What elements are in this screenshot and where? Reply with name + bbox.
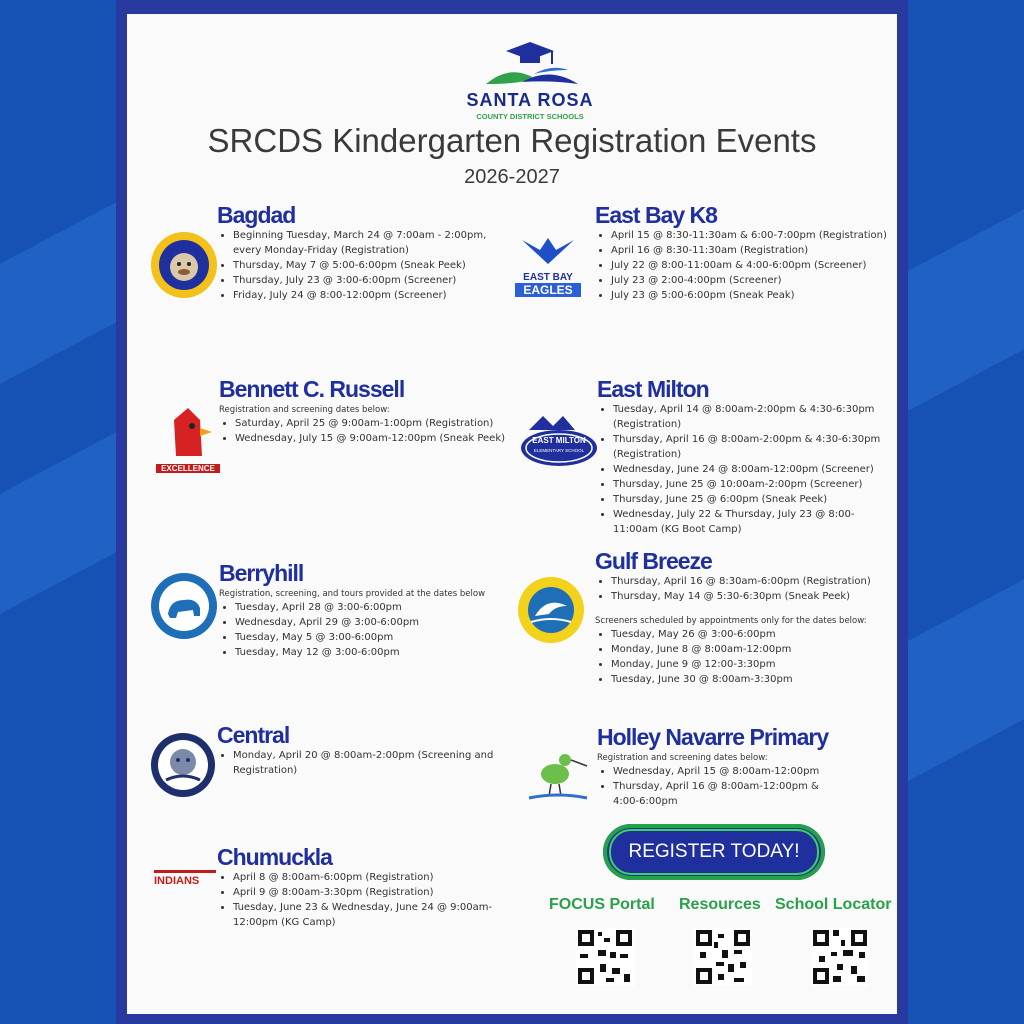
district-subtitle: COUNTY DISTRICT SCHOOLS xyxy=(476,112,584,121)
event-list xyxy=(597,764,833,809)
event-item: • Tuesday, May 26 @ 3:00-6:00pm xyxy=(611,627,895,642)
school-note: Registration and screening dates below: xyxy=(219,405,390,415)
focus-portal-qr-code[interactable] xyxy=(576,928,634,986)
event-list xyxy=(217,870,522,930)
school-locator-link[interactable]: School Locator xyxy=(775,896,892,913)
school-name: Bagdad xyxy=(217,202,296,228)
event-item: • April 16 @ 8:30-11:30am (Registration) xyxy=(611,243,895,258)
event-item: • Saturday, April 25 @ 9:00am-1:00pm (Registration) xyxy=(235,416,529,431)
chumuckla-badge-text: INDIANS xyxy=(154,870,216,887)
event-item: • Tuesday, June 30 @ 8:00am-3:30pm xyxy=(611,672,895,687)
event-item: • April 9 @ 8:00am-3:30pm (Registration) xyxy=(233,885,522,900)
event-list xyxy=(217,748,517,778)
bear-icon xyxy=(150,572,218,640)
gulf-breeze-badge xyxy=(517,576,585,648)
event-item: • Tuesday, April 14 @ 8:00am-2:00pm & 4:30-6:30pm (Registration) xyxy=(613,402,897,432)
event-item: • Monday, April 20 @ 8:00am-2:00pm (Screening and Registration) xyxy=(233,748,517,778)
background-stripe xyxy=(0,425,130,635)
school-note: Registration and screening dates below: xyxy=(597,753,768,763)
school-note: Screeners scheduled by appointments only for the dates below: xyxy=(595,616,867,626)
school-year: 2026-2027 xyxy=(464,166,560,188)
jaguar-icon xyxy=(150,732,216,798)
school-holley-navarre xyxy=(597,724,897,809)
focus-portal-link[interactable]: FOCUS Portal xyxy=(549,896,655,913)
graduation-cap-icon xyxy=(460,38,600,90)
east-bay-badge-line2: EAGLES xyxy=(515,283,581,297)
bird-icon xyxy=(525,744,591,804)
event-item: • Wednesday, July 15 @ 9:00am-12:00pm (Sneak Peek) xyxy=(235,431,529,446)
chumuckla-badge xyxy=(154,870,216,887)
school-name: Berryhill xyxy=(219,560,304,586)
event-item: • Tuesday, May 5 @ 3:00-6:00pm xyxy=(235,630,519,645)
event-item: • April 8 @ 8:00am-6:00pm (Registration) xyxy=(233,870,522,885)
event-item: • Monday, June 8 @ 8:00am-12:00pm xyxy=(611,642,895,657)
dolphin-icon xyxy=(517,576,585,644)
district-name: SANTA ROSA xyxy=(466,90,594,110)
east-milton-badge-line1: EAST MILTON xyxy=(532,436,586,445)
register-today-label: REGISTER TODAY! xyxy=(609,829,819,875)
event-item: • Thursday, May 14 @ 5:30-6:30pm (Sneak Peek) xyxy=(611,589,895,604)
school-bennett-russell xyxy=(219,376,529,446)
school-name: Chumuckla xyxy=(217,844,332,870)
east-milton-badge xyxy=(519,412,599,474)
school-chumuckla xyxy=(217,844,522,930)
event-item: • Thursday, June 25 @ 6:00pm (Sneak Peek) xyxy=(613,492,897,507)
east-bay-badge xyxy=(515,236,581,297)
event-item: • Wednesday, April 15 @ 8:00am-12:00pm xyxy=(613,764,833,779)
event-item: • Tuesday, May 12 @ 3:00-6:00pm xyxy=(235,645,519,660)
school-name: Bennett C. Russell xyxy=(219,376,405,402)
event-item: • Tuesday, June 23 & Wednesday, June 24 @ 9:00am-12:00pm (KG Camp) xyxy=(233,900,522,930)
bagdad-badge xyxy=(150,231,218,303)
event-list xyxy=(597,402,897,537)
school-name: East Bay K8 xyxy=(595,202,717,228)
register-today-button[interactable] xyxy=(603,824,825,880)
school-berryhill xyxy=(219,560,519,660)
event-item: • Thursday, July 23 @ 3:00-6:00pm (Screener) xyxy=(233,273,517,288)
event-item: • July 23 @ 5:00-6:00pm (Sneak Peak) xyxy=(611,288,895,303)
school-name: Central xyxy=(217,722,290,748)
flyer-sheet xyxy=(127,14,897,1014)
school-east-bay xyxy=(595,202,895,303)
event-item: • Tuesday, April 28 @ 3:00-6:00pm xyxy=(235,600,519,615)
resources-link[interactable]: Resources xyxy=(679,896,761,913)
background-stripe xyxy=(900,555,1024,785)
background-stripe xyxy=(900,185,1024,415)
background-stripe xyxy=(0,195,130,405)
holley-navarre-badge xyxy=(525,744,591,808)
central-badge xyxy=(150,732,216,802)
berryhill-badge xyxy=(150,572,218,644)
district-logo xyxy=(460,38,600,122)
school-locator-qr-code[interactable] xyxy=(811,928,869,986)
event-item: • Beginning Tuesday, March 24 @ 7:00am - 2:00pm, every Monday-Friday (Registration) xyxy=(233,228,517,258)
school-east-milton xyxy=(597,376,897,537)
school-note: Registration, screening, and tours provided at the dates below xyxy=(219,589,486,599)
event-item: • Wednesday, July 22 & Thursday, July 23 @ 8:00-11:00am (KG Boot Camp) xyxy=(613,507,897,537)
bennett-badge-text: EXCELLENCE xyxy=(156,464,220,473)
school-central xyxy=(217,722,517,778)
east-bay-badge-line1: EAST BAY xyxy=(523,272,573,283)
eagle-icon xyxy=(518,236,578,268)
event-item: • Friday, July 24 @ 8:00-12:00pm (Screener) xyxy=(233,288,517,303)
event-item: • Wednesday, June 24 @ 8:00am-12:00pm (Screener) xyxy=(613,462,897,477)
event-list xyxy=(595,228,895,303)
event-item: • Thursday, April 16 @ 8:00am-12:00pm & 4:00-6:00pm xyxy=(613,779,833,809)
cardinal-icon xyxy=(156,406,220,460)
resources-qr-code[interactable] xyxy=(694,928,752,986)
school-name: Holley Navarre Primary xyxy=(597,724,829,750)
event-list xyxy=(219,600,519,660)
school-gulf-breeze xyxy=(595,548,895,687)
event-item: • April 15 @ 8:30-11:30am & 6:00-7:00pm (Registration) xyxy=(611,228,895,243)
east-milton-badge-line2: ELEMENTARY SCHOOL xyxy=(533,448,585,453)
school-name: East Milton xyxy=(597,376,709,402)
event-item: • July 22 @ 8:00-11:00am & 4:00-6:00pm (Screener) xyxy=(611,258,895,273)
event-list xyxy=(595,574,895,604)
event-list xyxy=(219,416,529,446)
event-item: • Thursday, May 7 @ 5:00-6:00pm (Sneak Peek) xyxy=(233,258,517,273)
event-item: • Wednesday, April 29 @ 3:00-6:00pm xyxy=(235,615,519,630)
event-item: • Monday, June 9 @ 12:00-3:30pm xyxy=(611,657,895,672)
event-list xyxy=(595,627,895,687)
event-list xyxy=(217,228,517,303)
event-item: • July 23 @ 2:00-4:00pm (Screener) xyxy=(611,273,895,288)
event-item: • Thursday, June 25 @ 10:00am-2:00pm (Screener) xyxy=(613,477,897,492)
event-item: • Thursday, April 16 @ 8:00am-2:00pm & 4:30-6:30pm (Registration) xyxy=(613,432,897,462)
bennett-badge xyxy=(156,406,220,473)
school-name: Gulf Breeze xyxy=(595,548,712,574)
school-bagdad xyxy=(217,202,517,303)
page-title: SRCDS Kindergarten Registration Events xyxy=(207,122,817,159)
flyer xyxy=(116,0,908,1024)
event-item: • Thursday, April 16 @ 8:30am-6:00pm (Registration) xyxy=(611,574,895,589)
